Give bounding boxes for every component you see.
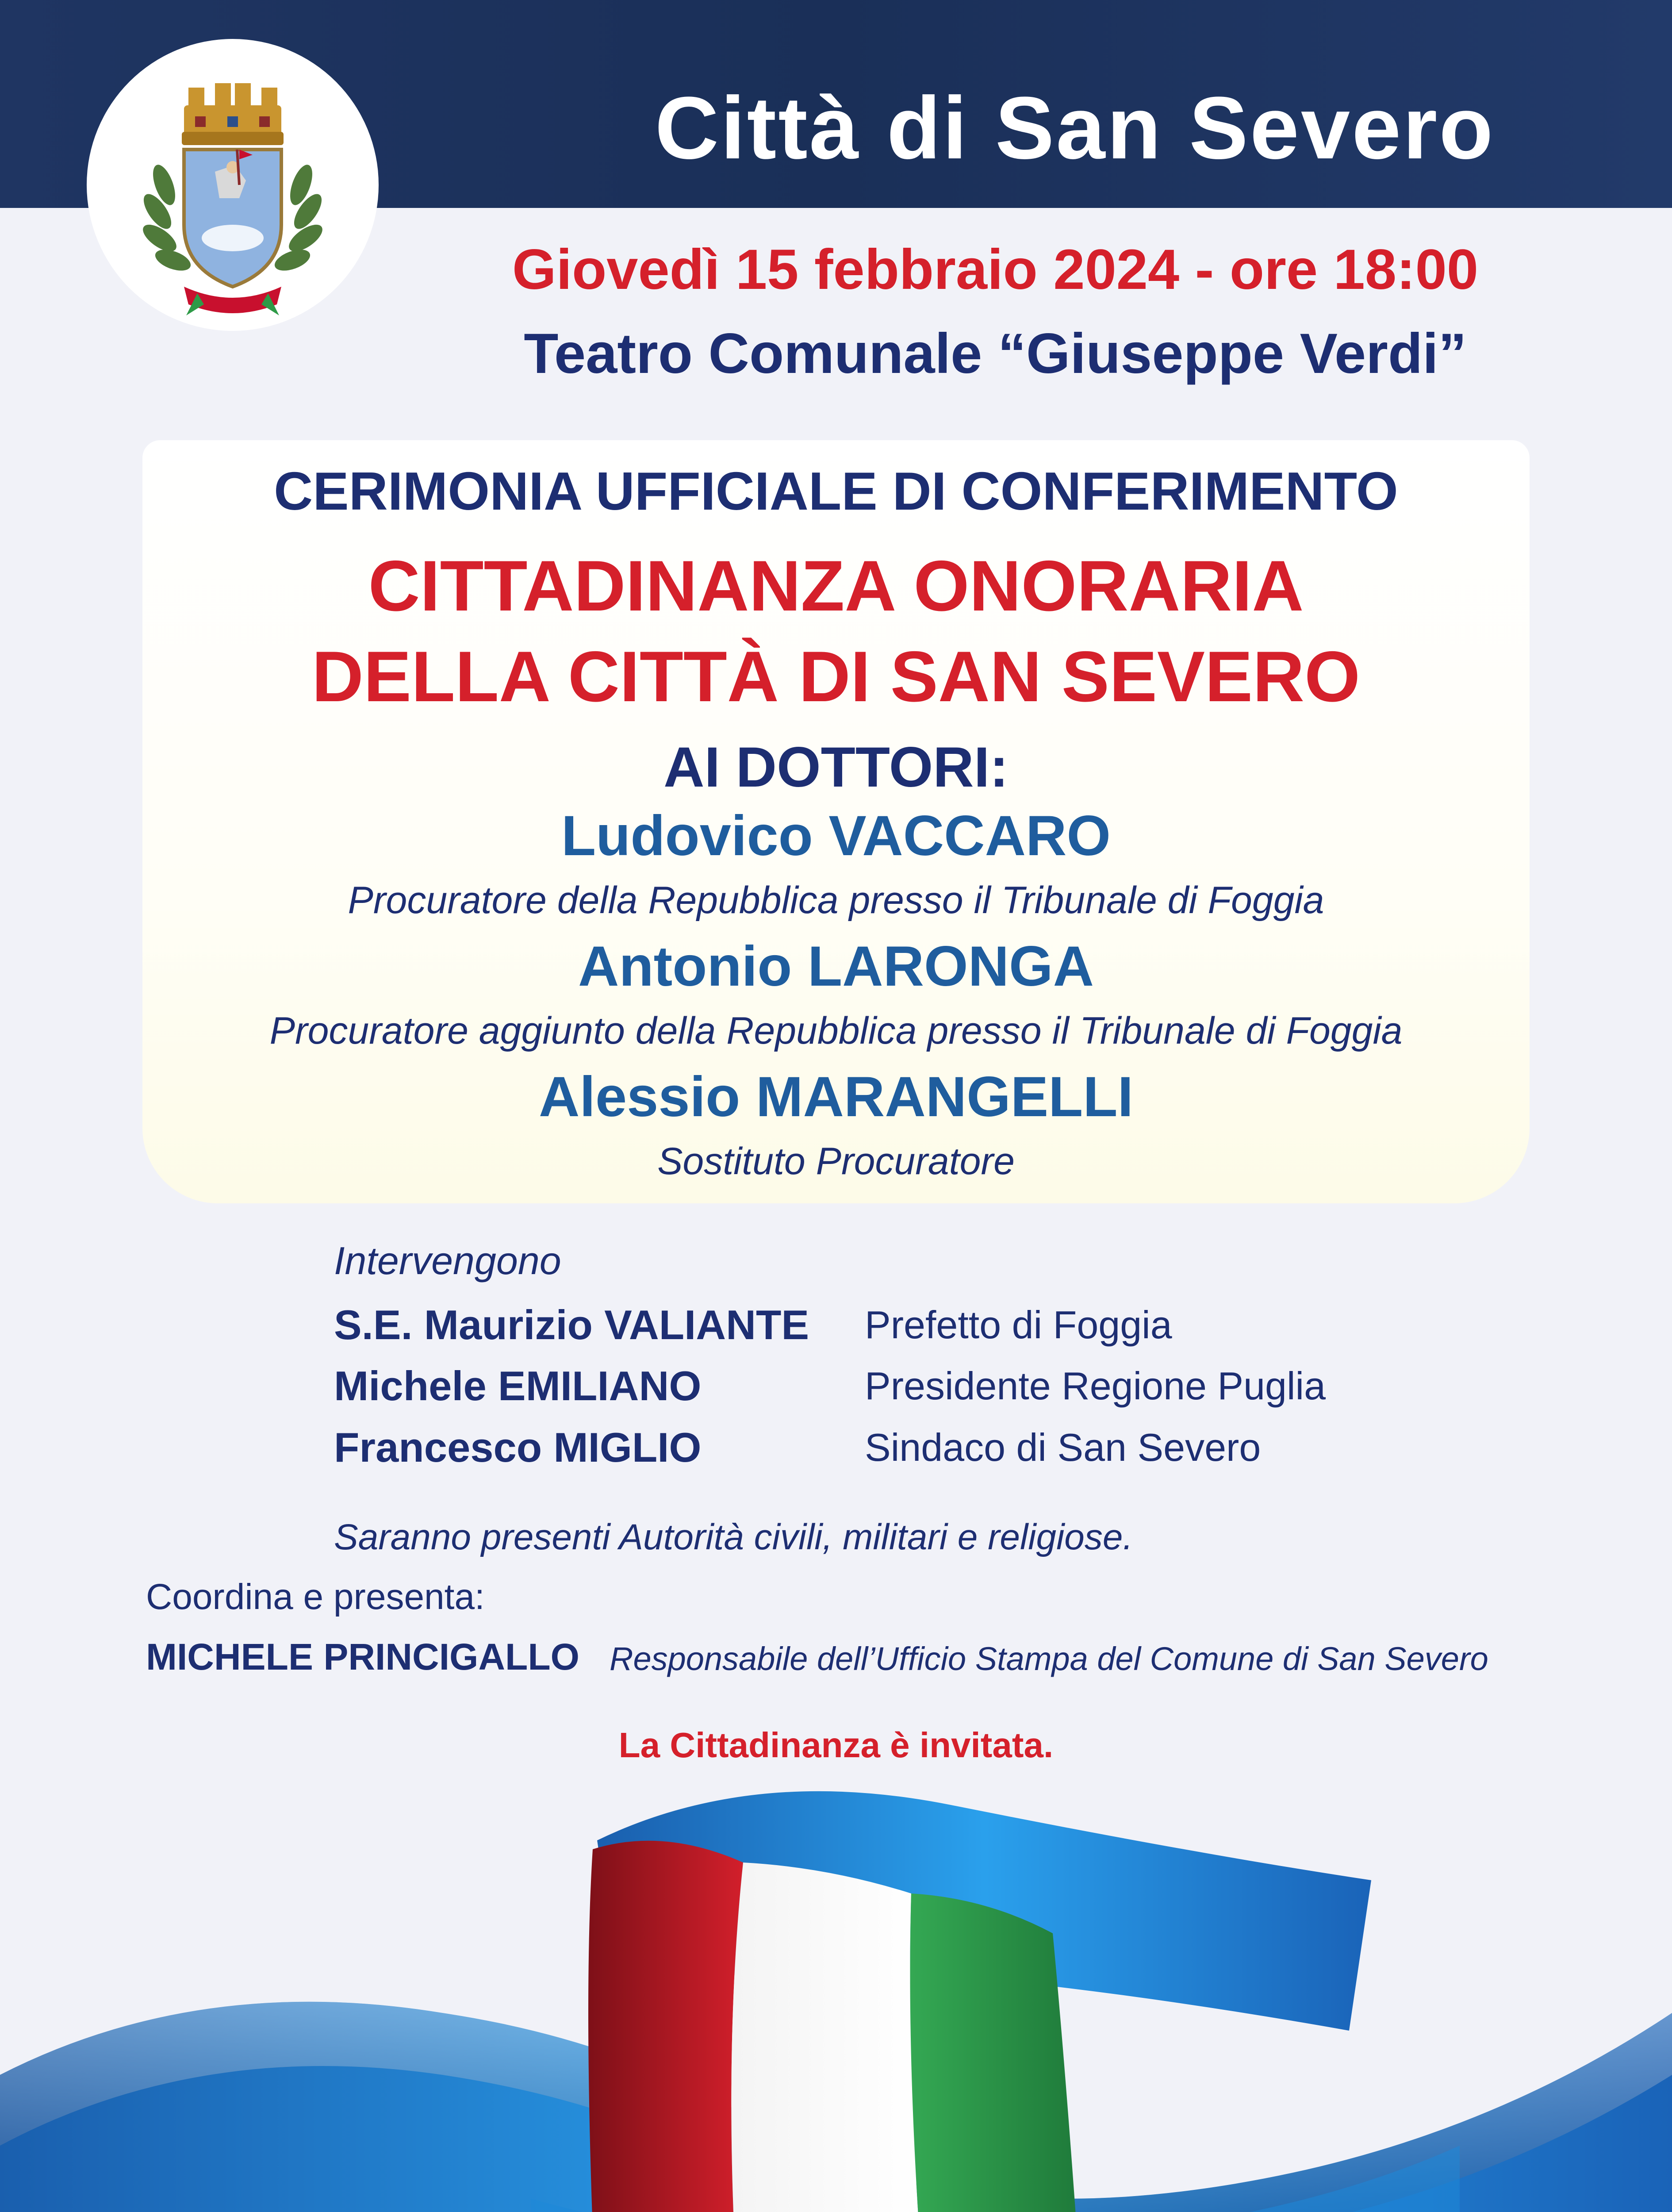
- authorities-note: Saranno presenti Autorità civili, militari e religiose.: [334, 1517, 1133, 1557]
- speaker-row: [334, 1359, 1572, 1413]
- speaker-name: S.E. Maurizio VALIANTE: [334, 1302, 809, 1348]
- presenter-role: Responsabile dell’Ufficio Stampa del Comune di San Severo: [610, 1640, 1488, 1677]
- speaker-role: Sindaco di San Severo: [865, 1425, 1261, 1469]
- ceremony-heading: CERIMONIA UFFICIALE DI CONFERIMENTO: [274, 461, 1398, 521]
- honorees-heading: AI DOTTORI:: [663, 736, 1009, 799]
- speaker-row: [334, 1421, 1572, 1474]
- speaker-role: Prefetto di Foggia: [865, 1303, 1172, 1347]
- ceremony-title-line-1: CITTADINANZA ONORARIA: [368, 546, 1304, 626]
- honoree-role: Sostituto Procuratore: [657, 1140, 1015, 1183]
- event-venue: Teatro Comunale “Giuseppe Verdi”: [524, 322, 1467, 385]
- flag-ribbon-graphic: [0, 1765, 1672, 2212]
- invitation-line: La Cittadinanza è invitata.: [618, 1725, 1054, 1765]
- speaker-name: Michele EMILIANO: [334, 1363, 702, 1409]
- honoree-name: Ludovico VACCARO: [561, 804, 1111, 868]
- speaker-name: Francesco MIGLIO: [334, 1424, 702, 1471]
- logo-badge: [87, 39, 379, 331]
- speaker-role: Presidente Regione Puglia: [865, 1364, 1326, 1408]
- honoree-role: Procuratore aggiunto della Repubblica presso il Tribunale di Foggia: [269, 1010, 1403, 1052]
- honoree-role: Procuratore della Repubblica presso il Tribunale di Foggia: [348, 879, 1324, 922]
- speakers-label: Intervengono: [334, 1239, 561, 1283]
- page-title: Città di San Severo: [655, 79, 1495, 177]
- speaker-row: [334, 1298, 1572, 1352]
- event-date-time: Giovedì 15 febbraio 2024 - ore 18:00: [512, 238, 1479, 301]
- honoree-name: Alessio MARANGELLI: [538, 1065, 1134, 1129]
- presenter-name: MICHELE PRINCIGALLO: [146, 1636, 579, 1678]
- honoree-name: Antonio LARONGA: [578, 935, 1094, 998]
- city-coat-of-arms-icon: [87, 39, 379, 331]
- ceremony-panel: [142, 440, 1530, 1203]
- presenter-label: Coordina e presenta:: [146, 1577, 485, 1617]
- ceremony-title-line-2: DELLA CITTÀ DI SAN SEVERO: [311, 637, 1361, 717]
